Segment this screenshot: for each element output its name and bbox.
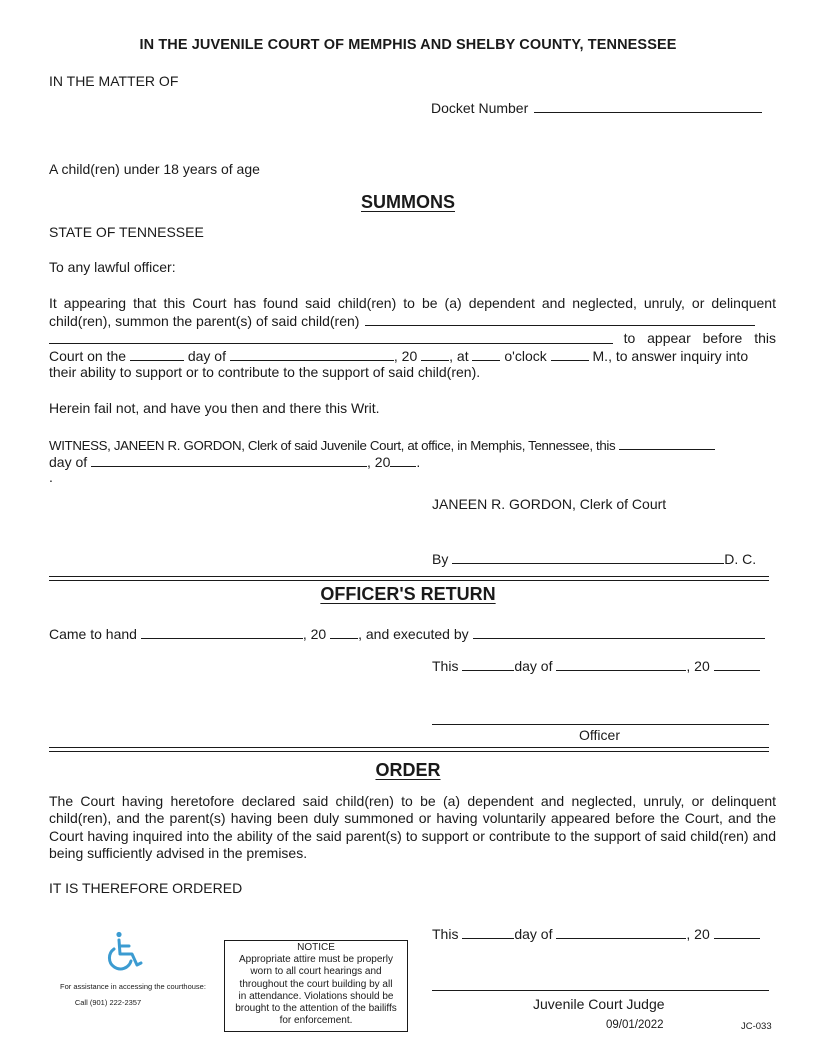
came-to-hand-row [49,625,765,642]
order-title: ORDER [375,760,441,780]
witness-label: WITNESS, JANEEN R. GORDON, Clerk of said Juvenile Court, at office, in Memphis, Tennessee, this [49,438,616,453]
summons-title: SUMMONS [361,192,455,212]
order-day-of-label: day of [514,926,553,942]
appearance-month-field[interactable] [230,347,394,361]
order-date-row [432,925,760,942]
return-month-field[interactable] [556,657,686,671]
year-prefix-label: , 20 [393,348,418,364]
summons-line-4 [49,347,748,364]
notice-line-2: worn to all court hearings and [250,966,382,978]
executed-by-label: , and executed by [358,626,469,642]
received-date-field[interactable] [141,625,303,639]
deputy-clerk-row [432,550,756,567]
parent-name-field-continued[interactable] [49,330,613,344]
summons-line-2 [49,312,755,329]
notice-line-3: throughout the court building by all [239,978,393,990]
order-day-field[interactable] [462,925,514,939]
form-code: JC-033 [741,1021,772,1032]
appearance-hour-field[interactable] [472,347,500,361]
witness-day-of-label: day of [49,454,88,470]
stray-dot: . [49,469,53,485]
came-to-hand-label: Came to hand [49,626,137,642]
return-day-of-label: day of [514,658,553,674]
summons-parent-label: child(ren), summon the parent(s) of said child(ren) [49,313,360,329]
notice-line-1: Appropriate attire must be properly [239,954,393,966]
witness-line-2 [49,453,420,470]
return-day-field[interactable] [462,657,514,671]
witness-period: . [416,454,421,470]
return-this-label: This [432,658,459,674]
witness-day-field[interactable] [619,436,715,450]
order-paragraph: The Court having heretofore declared said child(ren) to be (a) dependent and neglected, unruly, or delinquent child(ren), and the parent(s) having been duly summoned or having voluntarily appeared before the Court, and the Court having inquired into the ability of the said parent(s) to support or contribute to the support of said child(ren) and being sufficiently advised in the premises. [49,793,776,861]
summons-line-1: It appearing that this Court has found said child(ren) to be (a) dependent and neglected, unruly, or delinquent [49,295,776,311]
wheelchair-icon-graphic [104,930,150,974]
judge-signature-line[interactable] [432,990,769,991]
ordered-label: IT IS THEREFORE ORDERED [49,880,243,896]
wheelchair-icon [104,930,150,974]
notice-line-5: brought to the attention of the bailiffs [235,1003,397,1015]
notice-line-4: in attendance. Violations should be [238,990,394,1002]
judge-label: Juvenile Court Judge [533,996,665,1012]
witness-line-1 [49,436,715,454]
received-year-prefix: , 20 [302,626,327,642]
docket-label: Docket Number [431,100,529,116]
order-year-prefix: , 20 [686,926,710,942]
parent-name-field[interactable] [365,312,755,326]
docket-number-row [431,99,762,116]
at-label: , at [449,348,469,364]
executed-by-field[interactable] [473,625,765,639]
form-date-code: 09/01/2022 [606,1019,664,1031]
to-appear-label: to appear before this [623,330,776,346]
officer-signature-line[interactable] [432,724,769,725]
oclock-label: o'clock [504,348,547,364]
clerk-label: JANEEN R. GORDON, Clerk of Court [432,496,667,512]
notice-title: NOTICE [297,942,335,953]
state-label: STATE OF TENNESSEE [49,224,204,240]
officer-label: Officer [579,727,620,743]
court-on-label: Court on the [49,348,127,364]
herein-label: Herein fail not, and have you then and there this Writ. [49,400,380,416]
order-this-label: This [432,926,459,942]
return-year-field[interactable] [714,657,760,671]
matter-label: IN THE MATTER OF [49,73,179,89]
received-year-field[interactable] [330,625,358,639]
summons-line-5: their ability to support or to contribute to the support of said child(ren). [49,364,481,380]
witness-year-field[interactable] [390,453,416,467]
appearance-day-field[interactable] [130,347,184,361]
accessibility-assist-text: For assistance in accessing the courthouse: [60,982,206,991]
officers-return-title: OFFICER'S RETURN [320,584,496,604]
order-month-field[interactable] [556,925,686,939]
appearance-year-field[interactable] [421,347,449,361]
docket-number-field[interactable] [534,99,762,113]
witness-year-prefix: , 20 [367,454,391,470]
summons-line-3 [49,330,776,347]
accessibility-phone: Call (901) 222-2357 [74,998,142,1007]
answer-inquiry-label: M., to answer inquiry into [592,348,749,364]
by-label: By [432,551,449,567]
section-divider [49,576,769,581]
return-date-row [432,657,760,674]
to-officer-label: To any lawful officer: [49,259,176,275]
notice-line-6: for enforcement. [279,1015,353,1027]
notice-box [224,940,408,1032]
order-year-field[interactable] [714,925,760,939]
witness-month-field[interactable] [91,453,367,467]
child-age-label: A child(ren) under 18 years of age [49,161,260,177]
court-title: IN THE JUVENILE COURT OF MEMPHIS AND SHELBY COUNTY, TENNESSEE [139,37,677,53]
deputy-clerk-signature-field[interactable] [452,550,724,564]
day-of-label: day of [187,348,226,364]
am-pm-field[interactable] [551,347,589,361]
section-divider-2 [49,747,769,752]
dc-label: D. C. [724,551,757,567]
return-year-prefix: , 20 [686,658,710,674]
